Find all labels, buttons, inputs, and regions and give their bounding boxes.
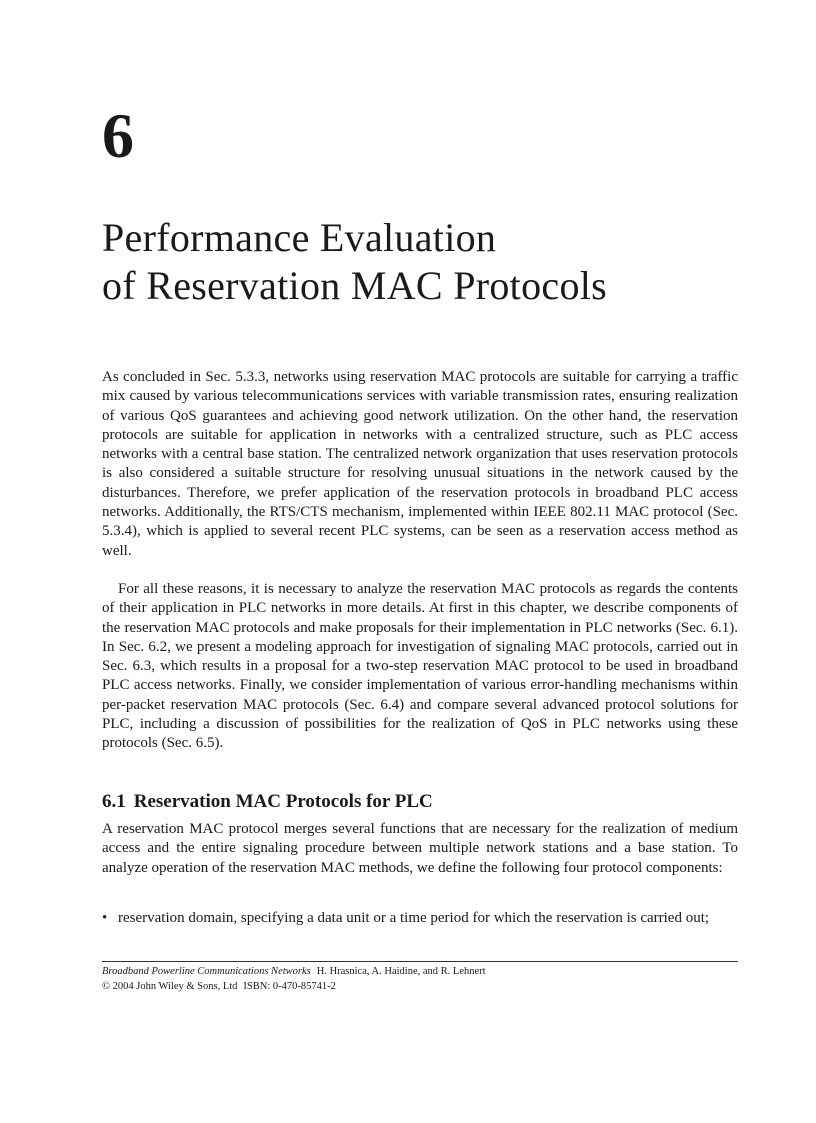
section-heading [102, 791, 433, 813]
list-item [102, 909, 738, 928]
chapter-title [102, 214, 607, 310]
footer-copyright: © 2004 John Wiley & Sons, Ltd [102, 981, 238, 992]
footer-isbn: ISBN: 0-470-85741-2 [243, 981, 336, 992]
footer-line-1 [102, 964, 486, 979]
footer-book-title: Broadband Powerline Communications Networks [102, 966, 311, 977]
chapter-title-line-1: Performance Evaluation [102, 215, 497, 260]
section-number: 6.1 [102, 791, 126, 812]
section-paragraph-1: A reservation MAC protocol merges several functions that are necessary for the realization of medium access and the entire signaling procedure between multiple network stations and a base station. To analyze operation of the reservation MAC methods, we define the following four protocol components: [102, 821, 738, 876]
intro-paragraph-2: For all these reasons, it is necessary to analyze the reservation MAC protocols as regards the contents of their application in PLC networks in more details. At first in this chapter, we describe components of the reservation MAC protocols and make proposals for their implementation in PLC networks (Sec. 6.1). In Sec. 6.2, we present a modeling approach for investigation of signaling MAC protocols, carried out in Sec. 6.3, which results in a proposal for a two-step reservation MAC protocol to be used in broadband PLC access networks. Finally, we consider implementation of various error-handling mechanisms within per-packet reservation MAC protocols (Sec. 6.4) and compare several advanced protocol solutions for PLC, including a discussion of possibilities for the realization of QoS in PLC networks using these protocols (Sec. 6.5). [102, 581, 738, 752]
footer [102, 964, 486, 994]
list-item-text: reservation domain, specifying a data unit or a time period for which the reservation is carried out; [118, 910, 710, 926]
chapter-number: 6 [102, 100, 134, 171]
section-title: Reservation MAC Protocols for PLC [133, 791, 433, 812]
footer-authors: H. Hrasnica, A. Haidine, and R. Lehnert [316, 966, 486, 977]
bullet-icon: • [102, 910, 108, 926]
footer-divider [102, 961, 738, 962]
intro-paragraph-1: As concluded in Sec. 5.3.3, networks using reservation MAC protocols are suitable for carrying a traffic mix caused by various telecommunications services with variable transmission rates, ensuring realization of various QoS guarantees and achieving good network utilization. On the other hand, the reservation protocols are suitable for application in networks with a centralized structure, such as PLC access networks with a central base station. The centralized network organization that uses reservation protocols is also considered a suitable structure for resolving unusual situations in the network caused by the disturbances. Therefore, we prefer application of the reservation protocols in broadband PLC access networks. Additionally, the RTS/CTS mechanism, implemented within IEEE 802.11 MAC protocol (Sec. 5.3.4), which is applied to several recent PLC systems, can be seen as a reservation access method as well. [102, 369, 738, 559]
protocol-components-list [102, 909, 738, 928]
chapter-title-line-2: of Reservation MAC Protocols [102, 263, 608, 308]
footer-line-2 [102, 979, 486, 994]
